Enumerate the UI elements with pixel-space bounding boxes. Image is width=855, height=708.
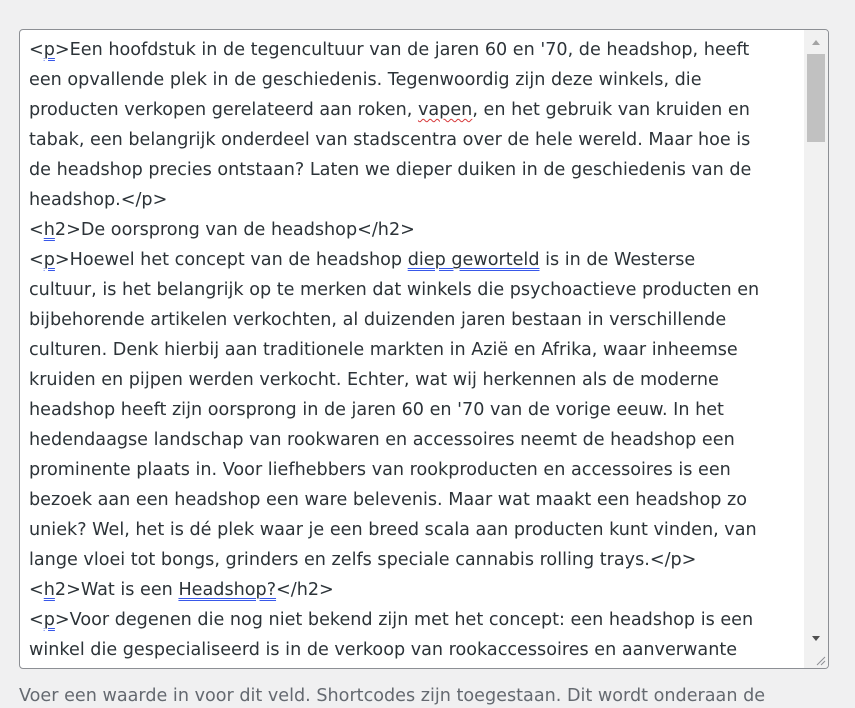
spelling-error-word[interactable]: vapen (417, 100, 473, 120)
text-line-18: lange vloei tot bongs, grinders en zelfs speciale cannabis rolling trays.</p> (29, 550, 697, 570)
scrollbar-thumb[interactable] (807, 54, 825, 142)
line-8-post: is in de Westerse (539, 250, 696, 270)
textarea-content[interactable] (20, 30, 804, 668)
text-line-15: prominente plaats in. Voor liefhebbers van rookproducten en accessoires is een (29, 460, 731, 480)
line-19-pre: 2>Wat is een (54, 580, 179, 600)
text-line-14: hedendaagse landschap van rookwaren en accessoires neemt de headshop een (29, 430, 735, 450)
line-7-rest: 2>De oorsprong van de headshop</h2> (54, 220, 415, 240)
content-textarea[interactable] (19, 29, 829, 669)
resize-grip-icon[interactable] (814, 654, 826, 666)
text-line-3 (29, 95, 804, 125)
text-line-10: bijbehorende artikelen verkochten, al duizenden jaren bestaan in verschillende (29, 310, 727, 330)
line-3-post: , en het gebruik van kruiden en (472, 100, 750, 120)
text-line-6: headshop.</p> (29, 190, 168, 210)
text-line-2: een opvallende plek in de geschiedenis. Tegenwoordig zijn deze winkels, die (29, 70, 702, 90)
text-line-17: uniek? Wel, het is dé plek waar je een breed scala aan producten kunt vinden, van (29, 520, 757, 540)
line-8-pre: Hoewel het concept van de headshop (69, 250, 408, 270)
text-line-1: <p>Een hoofdstuk in de tegencultuur van de jaren 60 en '70, de headshop, heeft (29, 40, 750, 60)
grammar-phrase-2[interactable]: Headshop? (178, 580, 277, 600)
triangle-up-icon[interactable] (804, 30, 828, 54)
line-19-post: </h2> (276, 580, 334, 600)
text-line-13: headshop heeft zijn oorsprong in de jaren 60 en '70 van de vorige eeuw. In het (29, 400, 724, 420)
text-line-9: cultuur, is het belangrijk op te merken dat winkels die psychoactieve producten en (29, 280, 760, 300)
line-3-pre: producten verkopen gerelateerd aan roken, (29, 100, 418, 120)
text-line-20: <p>Voor degenen die nog niet bekend zijn met het concept: een headshop is een (29, 610, 754, 630)
field-help-text: Voer een waarde in voor dit veld. Shortcodes zijn toegestaan. Dit wordt onderaan de (19, 686, 766, 706)
text-line-12: kruiden en pijpen werden verkocht. Echter, wat wij herkennen als de moderne (29, 370, 719, 390)
text-line-19: <h2>Wat is een Headshop?</h2> (29, 580, 334, 600)
text-line-16: bezoek aan een headshop een ware belevenis. Maar wat maakt een headshop zo (29, 490, 747, 510)
text-line-5: de headshop precies ontstaan? Laten we dieper duiken in de geschiedenis van de (29, 160, 752, 180)
line-1-rest: Een hoofdstuk in de tegencultuur van de jaren 60 en '70, de headshop, heeft (69, 40, 750, 60)
text-line-11: culturen. Denk hierbij aan traditionele markten in Azië en Afrika, waar inheemse (29, 340, 738, 360)
text-line-8: <p>Hoewel het concept van de headshop diep geworteld is in de Westerse (29, 250, 696, 270)
text-line-21: winkel die gespecialiseerd is in de verkoop van rookaccessoires en aanverwante (29, 640, 738, 660)
text-line-7: <h2>De oorsprong van de headshop</h2> (29, 220, 415, 240)
vertical-scrollbar[interactable] (804, 30, 828, 668)
line-20-rest: Voor degenen die nog niet bekend zijn met het concept: een headshop is een (69, 610, 754, 630)
triangle-down-icon[interactable] (804, 626, 828, 650)
text-line-4: tabak, een belangrijk onderdeel van stadscentra over de hele wereld. Maar hoe is (29, 130, 751, 150)
grammar-phrase[interactable]: diep geworteld (407, 250, 540, 270)
